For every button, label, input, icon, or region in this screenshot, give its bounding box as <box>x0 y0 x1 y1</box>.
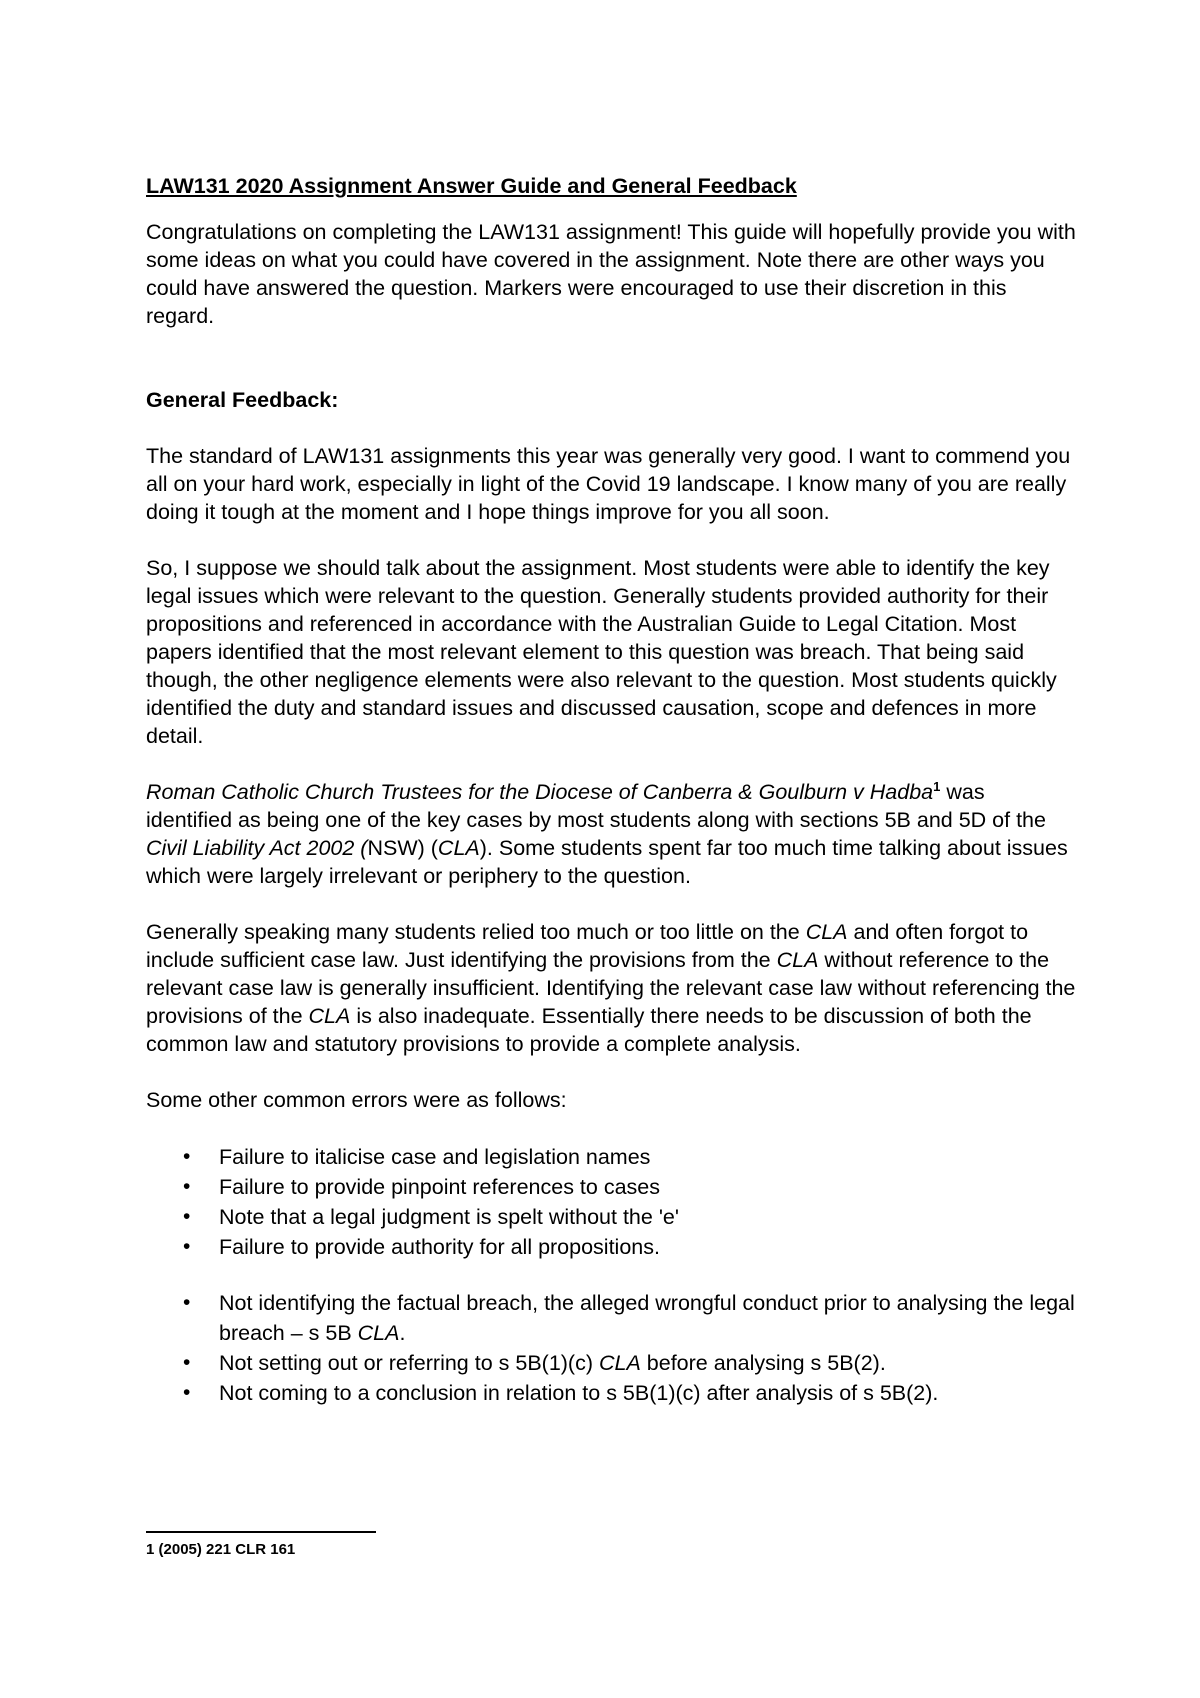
cla-abbreviation: CLA <box>598 1351 641 1375</box>
list-item-text: Note that a legal judgment is spelt without the 'e' <box>219 1205 679 1229</box>
bullet-icon: • <box>183 1145 191 1168</box>
cla-abbreviation: CLA <box>437 836 480 860</box>
bullet-icon: • <box>183 1235 191 1258</box>
paragraph-4-text-b: and often forgot to include sufficient case law. Just identifying the provisions from the <box>146 920 1029 972</box>
cla-abbreviation: CLA <box>776 948 819 972</box>
feedback-paragraph-3 <box>146 778 1076 890</box>
list-item <box>146 1142 1076 1172</box>
paragraph-4-text-c: without reference to the relevant case law is generally insufficient. Identifying the relevant case law without referencing the provisions of the <box>146 948 1076 1028</box>
footnote: 1 (2005) 221 CLR 161 <box>146 1541 296 1558</box>
intro-paragraph: Congratulations on completing the LAW131 assignment! This guide will hopefully provide you with some ideas on what you could have covered in the assignment. Note there are other ways you could have answered the question. Markers were encouraged to use their discretion in this regard. <box>146 220 1076 328</box>
list-item-text: Failure to italicise case and legislation names <box>219 1145 651 1169</box>
list-item-text-end: . <box>399 1321 406 1345</box>
common-errors-list <box>146 1142 1076 1408</box>
general-feedback-heading: General Feedback: <box>146 388 339 412</box>
errors-intro: Some other common errors were as follows: <box>146 1088 567 1112</box>
case-name: Roman Catholic Church Trustees for the Diocese of Canberra & Goulburn v Hadba <box>146 780 934 804</box>
cla-abbreviation: CLA <box>357 1321 400 1345</box>
bullet-icon: • <box>183 1381 191 1404</box>
list-item <box>146 1202 1076 1232</box>
cla-abbreviation: CLA <box>308 1004 351 1028</box>
bullet-icon: • <box>183 1291 191 1314</box>
act-name: Civil Liability Act 2002 ( <box>146 836 368 860</box>
list-item-text: Not coming to a conclusion in relation to s 5B(1)(c) after analysis of s 5B(2). <box>219 1381 939 1405</box>
list-item <box>146 1288 1076 1348</box>
list-item-text: Failure to provide pinpoint references to cases <box>219 1175 660 1199</box>
feedback-paragraph-2: So, I suppose we should talk about the assignment. Most students were able to identify the key legal issues which were relevant to the question. Generally students provided authority for their propositions and referenced in accordance with the Australian Guide to Legal Citation. Most papers identified that the most relevant element to this question was breach. That being said though, the other negligence elements were also relevant to the question. Most students quickly identified the duty and standard issues and discussed causation, scope and defences in more detail. <box>146 556 1057 748</box>
footnote-separator <box>146 1531 376 1533</box>
list-item-text: Not identifying the factual breach, the alleged wrongful conduct prior to analysing the legal breach – s 5B <box>219 1291 1075 1345</box>
bullet-icon: • <box>183 1175 191 1198</box>
paragraph-4-text-a: Generally speaking many students relied too much or too little on the <box>146 920 806 944</box>
paragraph-3-text-b: NSW) ( <box>367 836 438 860</box>
list-item <box>146 1378 1076 1408</box>
paragraph-3-text-a: was identified as being one of the key cases by most students along with sections 5B and 5D of the <box>146 780 1046 832</box>
document-body <box>146 172 1076 1408</box>
bullet-icon: • <box>183 1351 191 1374</box>
bullet-icon: • <box>183 1205 191 1228</box>
feedback-paragraph-4 <box>146 918 1076 1058</box>
paragraph-4-text-d: is also inadequate. Essentially there needs to be discussion of both the common law and statutory provisions to provide a complete analysis. <box>146 1004 1032 1056</box>
footnote-reference[interactable]: 1 <box>933 778 941 794</box>
cla-abbreviation: CLA <box>805 920 848 944</box>
list-item-text: Not setting out or referring to s 5B(1)(c) <box>219 1351 599 1375</box>
feedback-paragraph-1: The standard of LAW131 assignments this year was generally very good. I want to commend you all on your hard work, especially in light of the Covid 19 landscape. I know many of you are really doing it tough at the moment and I hope things improve for you all soon. <box>146 444 1071 524</box>
list-item <box>146 1232 1076 1262</box>
list-item <box>146 1172 1076 1202</box>
document-title: LAW131 2020 Assignment Answer Guide and General Feedback <box>146 174 797 198</box>
list-item <box>146 1348 1076 1378</box>
list-item-text-end: before analysing s 5B(2). <box>640 1351 886 1375</box>
paragraph-3-text-c: ). Some students spent far too much time talking about issues which were largely irrelevant or periphery to the question. <box>146 836 1068 888</box>
list-item-text: Failure to provide authority for all propositions. <box>219 1235 660 1259</box>
